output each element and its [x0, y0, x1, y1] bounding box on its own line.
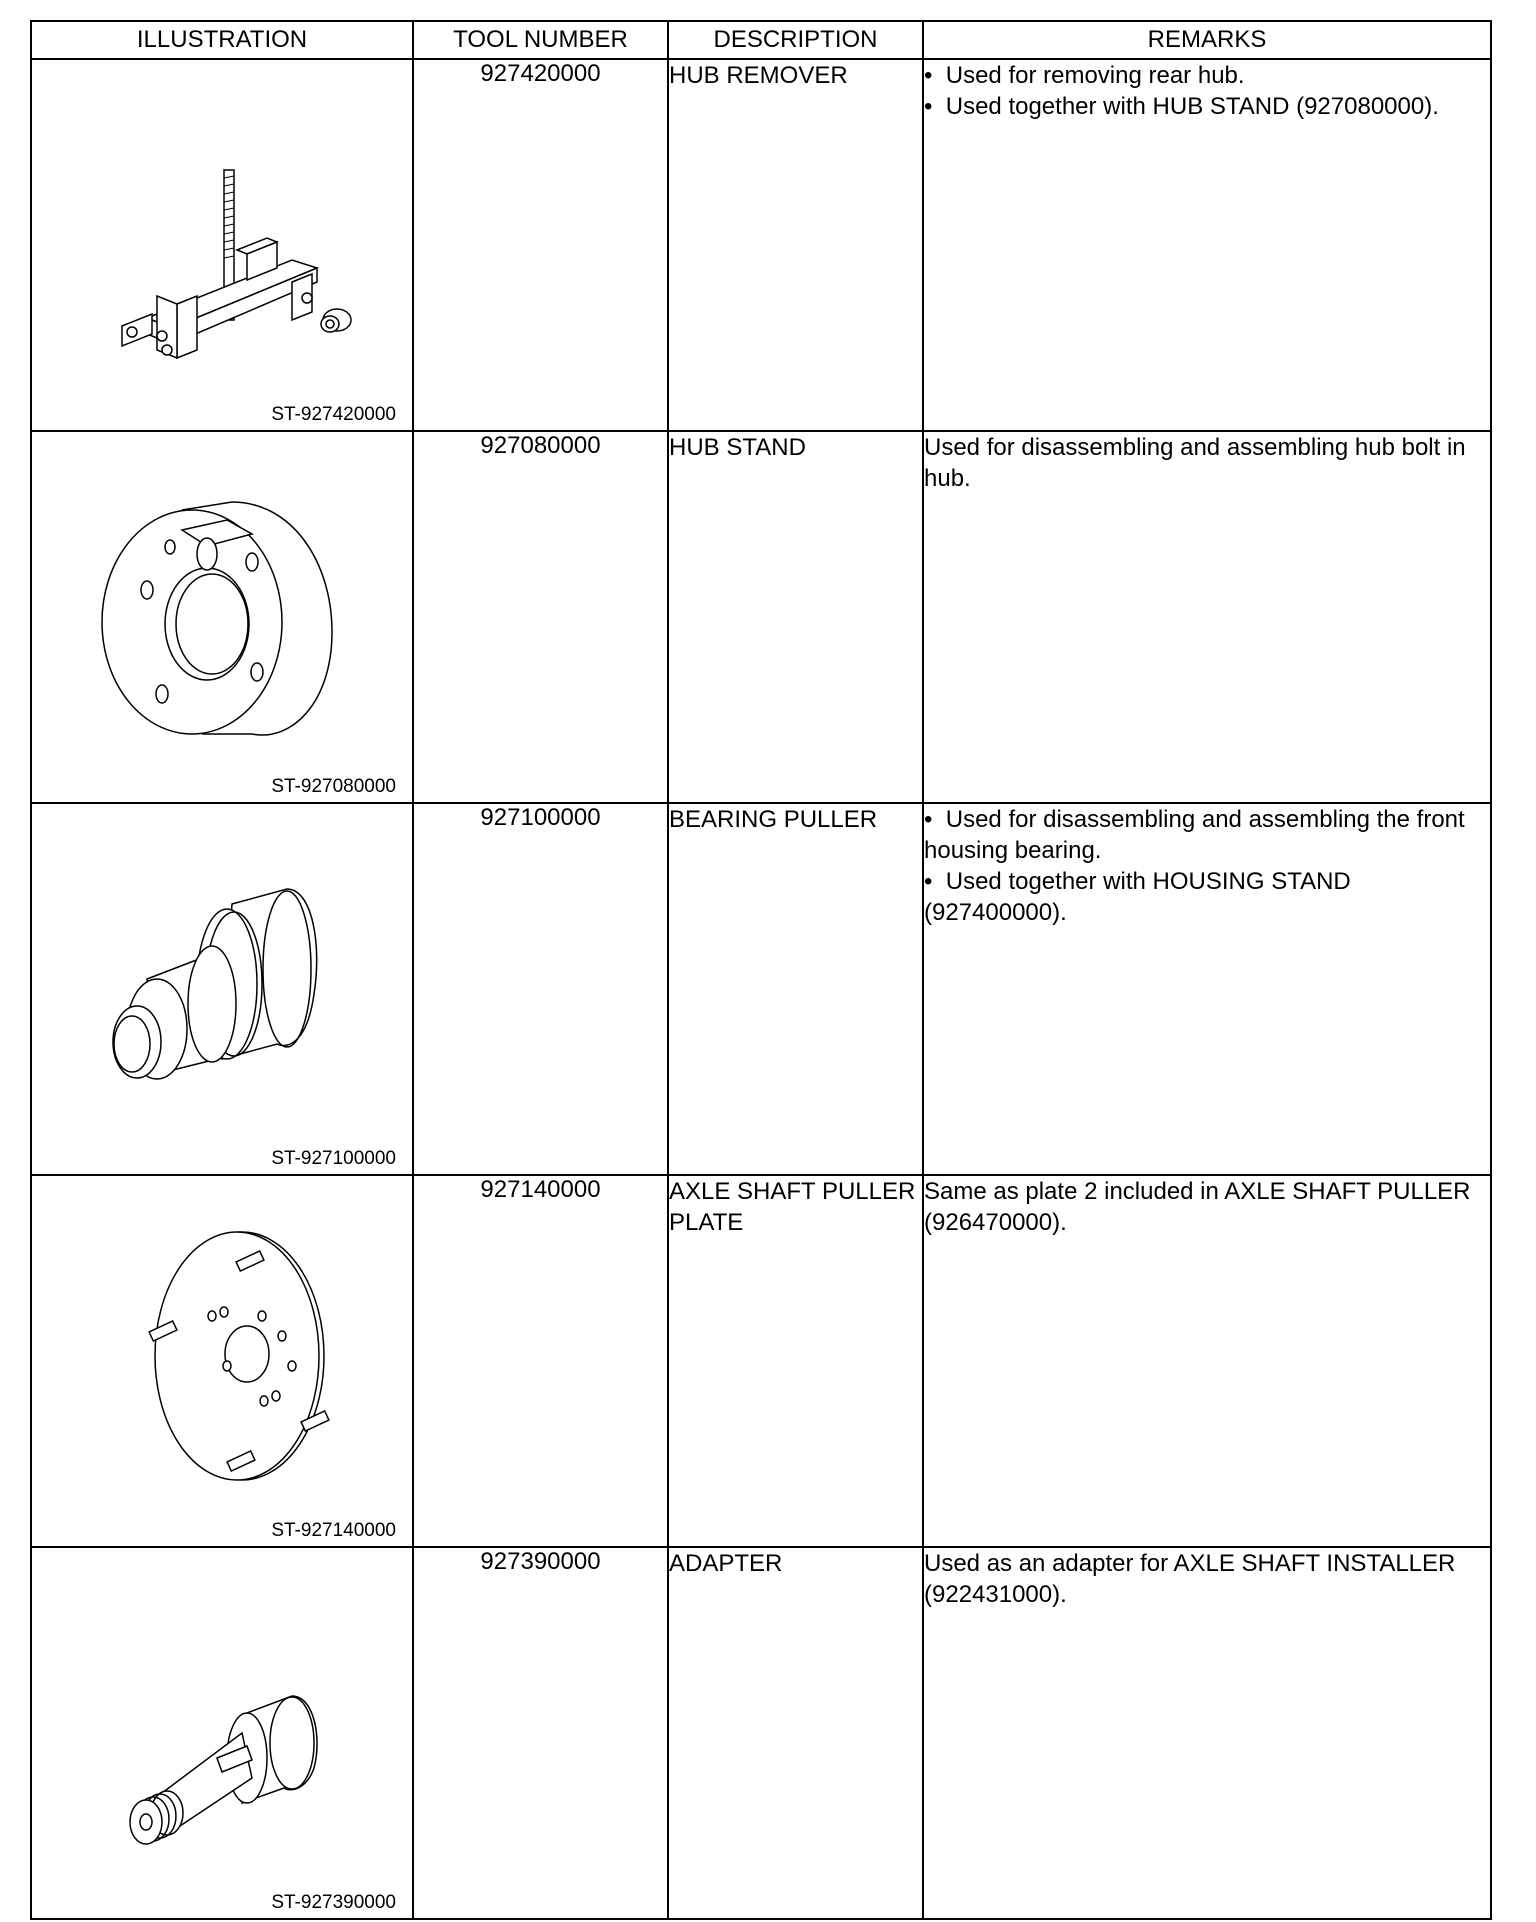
axle-shaft-puller-plate-icon	[52, 1216, 392, 1506]
remarks-cell	[923, 1547, 1491, 1919]
st-label: ST-927080000	[271, 776, 396, 797]
table-row	[31, 59, 1491, 431]
header-illustration: ILLUSTRATION	[31, 21, 413, 59]
remark-item: • Used for disassembling and assembling the front housing bearing.	[924, 804, 1490, 866]
hub-remover-icon	[52, 100, 392, 390]
st-label: ST-927420000	[271, 404, 396, 425]
table-row	[31, 803, 1491, 1175]
illustration-cell	[31, 1547, 413, 1919]
illustration-cell	[31, 803, 413, 1175]
st-label: ST-927100000	[271, 1148, 396, 1169]
description-cell: HUB REMOVER	[668, 59, 923, 431]
special-tools-table	[30, 20, 1492, 1920]
tool-number-cell: 927420000	[413, 59, 668, 431]
description-cell: ADAPTER	[668, 1547, 923, 1919]
tool-number-cell: 927080000	[413, 431, 668, 803]
remark-item: • Used together with HUB STAND (927080000).	[924, 91, 1490, 122]
tool-number-cell: 927100000	[413, 803, 668, 1175]
table-row	[31, 431, 1491, 803]
bearing-puller-icon	[52, 844, 392, 1134]
st-label: ST-927140000	[271, 1520, 396, 1541]
description-cell: BEARING PULLER	[668, 803, 923, 1175]
tool-number-cell: 927140000	[413, 1175, 668, 1547]
table-row	[31, 1175, 1491, 1547]
remarks-cell	[923, 803, 1491, 1175]
remark-item: Used for disassembling and assembling hub bolt in hub.	[924, 434, 1466, 492]
st-label: ST-927390000	[271, 1892, 396, 1913]
illustration-cell	[31, 59, 413, 431]
hub-stand-icon	[52, 472, 392, 762]
header-remarks: REMARKS	[923, 21, 1491, 59]
description-cell: AXLE SHAFT PULLER PLATE	[668, 1175, 923, 1547]
remarks-cell	[923, 59, 1491, 431]
illustration-cell	[31, 1175, 413, 1547]
header-row	[31, 21, 1491, 59]
table-row	[31, 1547, 1491, 1919]
remark-item: Same as plate 2 included in AXLE SHAFT PULLER (926470000).	[924, 1178, 1471, 1236]
remark-item: • Used for removing rear hub.	[924, 60, 1490, 91]
remarks-cell	[923, 431, 1491, 803]
remark-item: Used as an adapter for AXLE SHAFT INSTALLER (922431000).	[924, 1550, 1456, 1608]
tool-number-cell: 927390000	[413, 1547, 668, 1919]
remarks-cell	[923, 1175, 1491, 1547]
remark-item: • Used together with HOUSING STAND (927400000).	[924, 866, 1490, 928]
illustration-cell	[31, 431, 413, 803]
header-tool-number: TOOL NUMBER	[413, 21, 668, 59]
description-cell: HUB STAND	[668, 431, 923, 803]
adapter-icon	[52, 1588, 392, 1878]
header-description: DESCRIPTION	[668, 21, 923, 59]
